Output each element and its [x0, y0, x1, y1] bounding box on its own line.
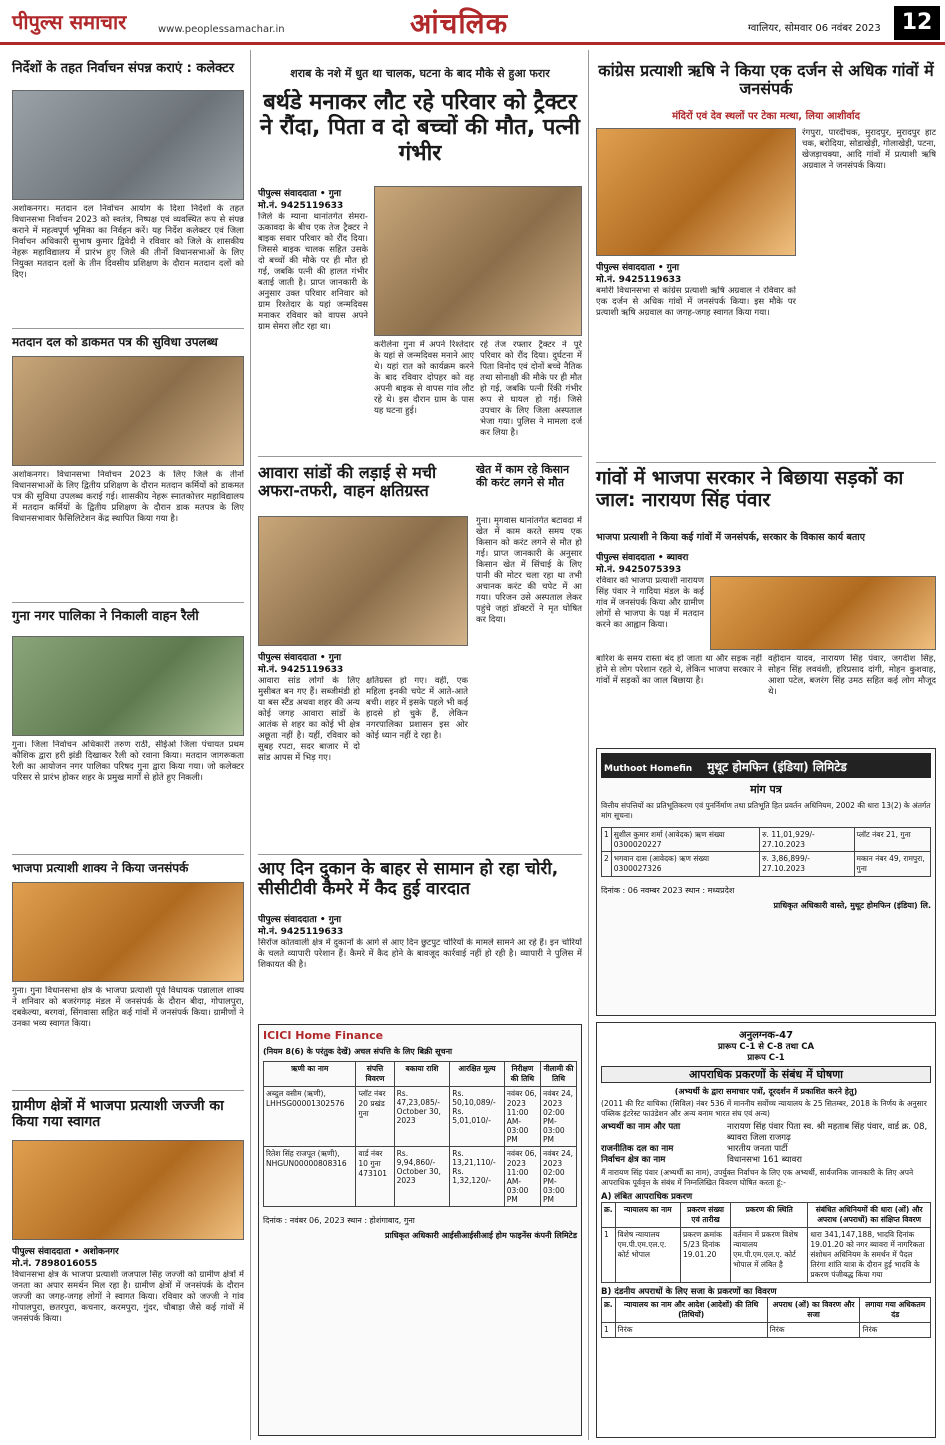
table-header: अपराध (ओं) का विवरण और सजा — [767, 1298, 860, 1323]
left-story2-headline: मतदान दल को डाकमत पत्र की सुविधा उपलब्ध — [12, 335, 218, 349]
left-story5-byline: पीपुल्स संवाददाता • अशोकनगर — [12, 1247, 119, 1257]
right-story2-photo — [710, 576, 936, 650]
right-story1-body: बमोरी विधानसभा से कांग्रेस प्रत्याशी ऋषि अग्रवाल ने रविवार को एक दर्जन से अधिक गांवों में जनसंपर्क किया। इस मौके पर प्रत्याशी ऋषि अग्रवाल का जगह-जगह स्वागत किया गया। — [596, 286, 796, 318]
annex-title: आपराधिक प्रकरणों के संबंध में घोषणा — [601, 1066, 931, 1083]
right-story2-byline: पीपुल्स संवाददाता • ब्यावरा — [596, 553, 689, 563]
main-photo — [374, 186, 582, 336]
main-body-2: करीलेना गुना में अपने रिश्तेदार के यहां से जन्मदिवस मनाने आए थे। यहां रात को कार्यक्रम करने के बाद रविवार दोपहर को वह अपनी बाइक से वापस गांव लौट रहे थे। इस दौरान ग्राम के पास यह घटना हुई। — [374, 340, 474, 416]
cell: निरंक — [860, 1323, 931, 1338]
table-row — [264, 1087, 577, 1147]
right-story2-headline: गांवों में भाजपा सरकार ने बिछाया सड़कों का जाल: नारायण सिंह पंवार — [596, 467, 904, 511]
left-story1-headline: निर्देशों के तहत निर्वाचन संपन्न कराएं : कलेक्टर — [12, 61, 235, 76]
right-story1-byline: पीपुल्स संवाददाता • गुना — [596, 263, 680, 273]
cell: सुशील कुमार शर्मा (आवेदक) ऋण संख्या 0300020227 — [611, 828, 759, 852]
masthead-logo: पीपुल्स समाचार — [12, 10, 127, 34]
cell: रु. 11,01,929/- 27.10.2023 — [760, 828, 854, 852]
cell: 2 — [602, 852, 612, 877]
farm-body: गुना। मृगवास थानांतर्गत बटावदा में खेत में काम करते समय एक किसान को करंट लगने से मौत हो गई। प्राप्त जानकारी के अनुसार किसान खेत में सिंचाई के लिए पानी की मोटर चला रहा था तभी अचानक करंट की चपेट में आ गया। परिजन उसे अस्पताल लेकर पहुंचे जहां डॉक्टरों ने मृत घोषित कर दिया। — [476, 516, 582, 625]
muthoot-brand: Muthoot Homefin — [604, 764, 693, 774]
cell: विशेष न्यायालय एम.पी.एम.एल.ए. कोर्ट भोपाल — [615, 1228, 680, 1283]
separator — [12, 328, 244, 329]
separator — [258, 456, 582, 457]
right-story2-body-2: बारिश के समय रास्ता बंद हो जाता था और सड़क नहीं होने से लोग परेशान रहते थे, लेकिन भाजपा सरकार ने गांवों में सड़कों का जाल बिछाया है। — [596, 654, 762, 686]
separator — [12, 1090, 244, 1091]
left-story2-photo — [12, 356, 244, 466]
table-header: लगाया गया अधिकतम दंड — [860, 1298, 931, 1323]
cell: 1 — [602, 1228, 616, 1283]
right-story1-subhead: मंदिरों एवं देव स्थलों पर टेका मत्था, लिया आशीर्वाद — [672, 111, 860, 122]
left-story3-headline: गुना नगर पालिका ने निकाली वाहन रैली — [12, 609, 199, 624]
annex-constituency-value: विधानसभा 161 ब्यावरा — [727, 1155, 803, 1165]
bull-body-2: क्षतिग्रस्त हो गए। वहीं, एक महिला इनकी चपेट में आते-आते बची। शहर में इसके पहले भी कई हादसे हो चुके हैं, लेकिन नगरपालिका प्रशासन इस ओर कोई ध्यान नहीं दे रहा है। — [366, 676, 468, 741]
icici-title: (नियम 8(6) के परंतुक देखें) अचल संपत्ति के लिए बिक्री सूचना — [263, 1047, 453, 1056]
cell: रु. 3,86,899/- 27.10.2023 — [760, 852, 854, 877]
left-story5-mobile: मो.नं. 7898016055 — [12, 1259, 98, 1269]
table-header: क्र. — [602, 1203, 616, 1228]
annex-table-b — [601, 1297, 931, 1338]
separator — [12, 854, 244, 855]
left-story1-photo — [12, 90, 244, 200]
icici-sign: प्राधिकृत अधिकारी आईसीआईसीआई होम फाइनेंस कंपनी लिमिटेड — [385, 1231, 577, 1240]
left-story4-headline: भाजपा प्रत्याशी शाक्य ने किया जनसंपर्क — [12, 861, 189, 875]
icici-col: निरीक्षण की तिथि — [504, 1062, 540, 1087]
farm-headline: खेत में काम रहे किसान की करंट लगने से मौत — [476, 463, 570, 489]
cell: 1 — [602, 828, 612, 852]
left-story3-body: गुना। जिला निर्वाचन अधिकारी तरुण राठी, सीईओ जिला पंचायत प्रथम कौशिक द्वारा हरी झंडी दिखाकर रैली को रवाना किया। मतदान जागरूकता रैली का आयोजन नगर पालिका परिषद गुना द्वारा किया गया। जो कलेक्टर परिसर से प्रारंभ होकर शहर के प्रमुख मार्गों से होते हुए निकली। — [12, 740, 244, 783]
annex-notice — [596, 1022, 936, 1438]
cell: नवंबर 24, 2023 02:00 PM-03:00 PM — [541, 1087, 577, 1147]
right-story1-body-2: रंगपुरा, पारदीचक, मुरादपुर, मुरादपुर हाट चक, बरोदिया, सोडाखेड़ी, गोलाखेड़ी, पटना, खेजड़ाचक्या, आदि गांवों में प्रत्याशी ऋषि अग्रवाल ने जनसंपर्क किया। — [802, 128, 936, 171]
masthead-url[interactable]: www.peoplessamachar.in — [158, 24, 285, 35]
section-title: आंचलिक — [410, 7, 509, 40]
cell: भगवान दास (आवेदक) ऋण संख्या 0300027326 — [611, 852, 759, 877]
main-byline: पीपुल्स संवाददाता • गुना — [258, 189, 342, 199]
cell: धारा 341,147,188, भादवि दिनांक 19.01.20 को नगर ब्यावरा में नागरिकता संशोधन अधिनियम के समर्थन में पैदल तिरंगा शांति यात्रा के दौरान हुई भादवि के प्रकरण पंजीबद्ध किया गया — [808, 1228, 931, 1283]
issue-date: ग्वालियर, सोमवार 06 नवंबर 2023 — [748, 23, 881, 34]
main-body-3: रहे तेज रफ्तार ट्रैक्टर ने पूरे परिवार को रौंद दिया। दुर्घटना में पिता विनोद एवं दोनों बच्चे नैतिक तथा सोनाक्षी की मौके पर ही मौत हो गई, जबकि पत्नी रिंकी गंभीर रूप से घायल हो गई। जिसे उपचार के लिए जिला अस्पताल भेजा गया। पुलिस ने मामला दर्ज कर लिया है। — [480, 340, 582, 438]
left-story3-photo — [12, 636, 244, 736]
right-story1-headline: कांग्रेस प्रत्याशी ऋषि ने किया एक दर्जन से अधिक गांवों में जनसंपर्क — [598, 61, 934, 99]
muthoot-footer: दिनांक : 06 नवम्बर 2023 स्थान : मध्यप्रदेश — [601, 886, 735, 895]
bull-mobile: मो.नं. 9425119633 — [258, 665, 344, 675]
annex-sub: (अभ्यर्थी के द्वारा समाचार पत्रों, दूरदर्शन में प्रकाशित करने हेतु) — [674, 1087, 858, 1096]
icici-notice — [258, 1024, 582, 1436]
separator — [12, 602, 244, 603]
table-header: संबंधित अधिनियमों की धारा (ओं) और अपराध (अपराधों) का संक्षिप्त विवरण — [808, 1203, 931, 1228]
main-body: जिले के म्याना थानांतर्गत सेमरा-ऊकावदा के बीच एक तेज ट्रैक्टर ने बाइक सवार परिवार को रौंद दिया। जिससे बाइक चालक सहित उसके दो बच्चों की मौके पर ही मौत हो गई, जबकि पत्नी की हालत गंभीर बताई जाती है। प्राप्त जानकारी के अनुसार उक्त परिवार शनिवार को ग्राम रिश्तेदार के यहां जन्मदिवस मनाकर रविवार को वापस अपने ग्राम सेमरा लौट रहा था। — [258, 212, 368, 332]
annex-form: प्रारूप C-1 से C-8 तथा CA — [717, 1042, 815, 1052]
theft-body: सिरोंज कोतवाली क्षेत्र में दुकानों के आगे से आए दिन छुटपुट चोरियों के मामले सामने आ रहे हैं। इन चोरियों के चलते व्यापारी परेशान हैं। कैमरे में कैद होने के बावजूद कार्रवाई नहीं हो रही है। व्यापारी ने पुलिस में शिकायत की है। — [258, 938, 582, 970]
cell: Rs. 50,10,089/- Rs. 5,01,010/- — [450, 1087, 505, 1147]
icici-col: बकाया राशि — [394, 1062, 450, 1087]
cell: Rs. 9,94,860/- October 30, 2023 — [394, 1147, 450, 1207]
annex-party-value: भारतीय जनता पार्टी — [727, 1144, 788, 1154]
cell: प्रकरण क्रमांक 5/23 दिनांक 19.01.20 — [680, 1228, 730, 1283]
theft-headline: आए दिन दुकान के बाहर से सामान हो रहा चोरी, सीसीटीवी कैमरे में कैद हुई वारदात — [258, 859, 559, 899]
table-row — [602, 852, 931, 877]
annex-top: अनुलग्नक-47 — [738, 1030, 794, 1041]
muthoot-title: मुथूट होमफिन (इंडिया) लिमिटेड — [707, 760, 847, 774]
theft-mobile: मो.नं. 9425119633 — [258, 927, 344, 937]
right-story2-body: रविवार को भाजपा प्रत्याशी नारायण सिंह पंवार ने गादिया मंडल के कई गांव में जनसंपर्क किया और ग्रामीण लोगों से भाजपा के पक्ष में मतदान करने का आह्वान किया। — [596, 576, 704, 630]
table-header: क्र. — [602, 1298, 616, 1323]
muthoot-notice — [596, 748, 936, 1016]
table-row — [602, 1228, 931, 1283]
annex-name-value: नारायण सिंह पंवार पिता स्व. श्री महताब सिंह पंवार, वार्ड क्र. 08, ब्यावरा जिला राजगढ़ — [727, 1122, 928, 1143]
left-story5-body: विधानसभा क्षेत्र के भाजपा प्रत्याशी जजपाल सिंह जज्जी को ग्रामीण क्षेत्रों में जनता का अपार समर्थन मिल रहा है। ग्रामीण क्षेत्रों में जनसंपर्क के दौरान जज्जी का जगह-जगह लोगों ने स्वागत किया। रविवार को जज्जी ने गांव गोपालपुरा, छतरपुरा, कचनार, करमपुरा, गुंदर, चौबाड़ा जैसे कई गांवों में जनसंपर्क किया। — [12, 1270, 244, 1324]
separator — [596, 462, 936, 463]
right-story2-mobile: मो.नं. 9425075393 — [596, 565, 682, 575]
separator — [258, 854, 582, 855]
cell: Rs. 47,23,085/- October 30, 2023 — [394, 1087, 450, 1147]
annex-section-a: A) लंबित आपराधिक प्रकरण — [601, 1192, 693, 1202]
cell: निरंक — [615, 1323, 767, 1338]
annex-desc: (2011 की रिट याचिका (सिविल) नंबर 536 में माननीय सर्वोच्च न्यायालय के 25 सितम्बर, 2018 के निर्णय के अनुसार पब्लिक इंटरेस्ट फाउंडेशन और अन्य बनाम भारत संघ एवं अन्य) — [601, 1099, 927, 1118]
column-divider — [588, 50, 589, 1440]
column-divider — [250, 50, 251, 1440]
muthoot-table — [601, 827, 931, 877]
right-story1-photo — [596, 128, 796, 256]
table-row — [602, 828, 931, 852]
annex-form2: प्रारूप C-1 — [747, 1053, 785, 1063]
right-story1-mobile: मो.नं. 9425119633 — [596, 275, 682, 285]
header-rule — [0, 42, 945, 45]
table-header: न्यायालय का नाम — [615, 1203, 680, 1228]
annex-constituency-label: निर्वाचन क्षेत्र का नाम — [601, 1155, 666, 1165]
table-header: न्यायालय का नाम और आदेश (आदेशों) की तिथि (तिथियों) — [615, 1298, 767, 1323]
left-story5-headline: ग्रामीण क्षेत्रों में भाजपा प्रत्याशी जज्जी का किया गया स्वागत — [12, 1098, 224, 1131]
cell: मकान नंबर 49, रामपुरा, गुना — [854, 852, 931, 877]
main-mobile: मो.नं. 9425119633 — [258, 201, 344, 211]
cell: रितेश सिंह राजपूत (ऋणी), NHGUN00000808316 — [264, 1147, 356, 1207]
icici-col: आरक्षित मूल्य — [450, 1062, 505, 1087]
muthoot-notice-title: मांग पत्र — [750, 783, 782, 796]
cell: वार्ड नंबर 10 गुना 473101 — [356, 1147, 394, 1207]
annex-party-label: राजनीतिक दल का नाम — [601, 1144, 674, 1154]
cell: नवंबर 06, 2023 11:00 AM-03:00 PM — [504, 1087, 540, 1147]
icici-brand: ICICI Home Finance — [263, 1029, 384, 1042]
icici-col: संपत्ति विवरण — [356, 1062, 394, 1087]
table-header: प्रकरण संख्या एवं तारीख — [680, 1203, 730, 1228]
annex-section-b: B) दंडनीय अपराधों के लिए सजा के प्रकरणों का विवरण — [601, 1287, 777, 1297]
cell: वर्तमान में प्रकरण विशेष न्यायालय एम.पी.एम.एल.ए. कोर्ट भोपाल में लंबित है — [731, 1228, 808, 1283]
right-story2-subhead: भाजपा प्रत्याशी ने किया कई गांवों में जनसंपर्क, सरकार के विकास कार्य बताए — [596, 532, 866, 543]
annex-statement: मैं नारायण सिंह पंवार (अभ्यर्थी का नाम), उपर्युक्त निर्वाचन के लिए एक अभ्यर्थी, सार्वजनिक जानकारी के लिए अपने आपराधिक पूर्ववृत्त के संबंध में निम्नलिखित विवरण घोषित करता हूं:- — [601, 1168, 914, 1187]
left-story5-photo — [12, 1140, 244, 1240]
table-row — [264, 1147, 577, 1207]
main-kicker: शराब के नशे में धुत था चालक, घटना के बाद मौके से हुआ फरार — [290, 67, 550, 80]
table-row — [602, 1323, 931, 1338]
cell: नवंबर 06, 2023 11:00 AM-03:00 PM — [504, 1147, 540, 1207]
icici-col: नीलामी की तिथि — [541, 1062, 577, 1087]
main-headline: बर्थडे मनाकर लौट रहे परिवार को ट्रैक्टर ने रौंदा, पिता व दो बच्चों की मौत, पत्नी गंभीर — [260, 90, 580, 166]
cell: निरंक — [767, 1323, 860, 1338]
theft-byline: पीपुल्स संवाददाता • गुना — [258, 915, 342, 925]
icici-footer: दिनांक : नवंबर 06, 2023 स्थान : होशंगाबाद, गुना — [263, 1216, 415, 1225]
cell: Rs. 13,21,110/- Rs. 1,32,120/- — [450, 1147, 505, 1207]
bull-photo — [258, 516, 468, 646]
left-story2-body: अशोकनगर। विधानसभा निर्वाचन 2023 के लिए जिले के तीनों विधानसभाओं के लिए द्वितीय प्रशिक्षण के दौरान मतदान कर्मियों को डाकमत पत्र की सुविधा उपलब्ध कराई गई। शासकीय नेहरू स्नातकोत्तर महाविद्यालय में मतदान कर्मियों के द्वितीय प्रशिक्षण के दौरान डाक मतपत्र के लिए विधानसभावार फैसिलिटेशन केंद्र स्थापित किया गया है। — [12, 470, 244, 524]
muthoot-body: वित्तीय संपत्तियों का प्रतिभूतिकरण एवं पुनर्निर्माण तथा प्रतिभूति हित प्रवर्तन अधिनियम, 2002 की धारा 13(2) के अंतर्गत मांग सूचना। — [601, 801, 931, 820]
cell: नवंबर 24, 2023 02:00 PM-03:00 PM — [541, 1147, 577, 1207]
left-story4-photo — [12, 882, 244, 982]
bull-body: आवारा सांड लोगों के लिए मुसीबत बन गए हैं। सब्जीमंडी हो या बस स्टैंड अथवा शहर की अन्य कोई जगह आवारा सांडों के आतंक से शहर का कोई भी क्षेत्र अछूता नहीं है। यहीं, रविवार को सुबह रपटा, सदर बाजार में दो सांड आपस में भिड़ गए। — [258, 676, 360, 763]
page-number: 12 — [894, 6, 940, 40]
cell: प्लॉट नंबर 20 प्रखंड गुना — [356, 1087, 394, 1147]
bull-byline: पीपुल्स संवाददाता • गुना — [258, 653, 342, 663]
muthoot-sign: प्राधिकृत अधिकारी वास्ते, मुथूट होमफिन (इंडिया) लि. — [773, 901, 931, 910]
left-story4-body: गुना। गुना विधानसभा क्षेत्र के भाजपा प्रत्याशी पूर्व विधायक पन्नालाल शाक्य ने शनिवार को बजरंगगढ़ मंडल में जनसंपर्क के दौरान बीदा, गोपालपुरा, दबकेल्या, बरगवां, सिंगवासा सहित कई गांवों में जनसंपर्क किया। ग्रामीणों ने उनका भव्य स्वागत किया। — [12, 986, 244, 1029]
icici-table — [263, 1061, 577, 1207]
left-story1-body: अशोकनगर। मतदान दल निर्वाचन आयोग के दिशा निर्देशों के तहत विधानसभा निर्वाचन 2023 को स्वतंत्र, निष्पक्ष एवं व्यवस्थित रूप से संपन्न कराने में महत्वपूर्ण भूमिका का निर्वहन करें। यह निर्देश कलेक्टर एवं जिला निर्वाचन अधिकारी सुभाष कुमार द्विवेदी ने रविवार को जिले के शासकीय नेहरू महाविद्यालय में प्रारंभ हुए जिले की तीनों विधानसभाओं के लिए नियुक्त मतदान दलों के तीन दिवसीय प्रशिक्षण के दौरान मतदान दलों को दिए। — [12, 204, 244, 280]
annex-name-label: अभ्यर्थी का नाम और पता — [601, 1122, 681, 1132]
bull-headline: आवारा सांडों की लड़ाई से मची अफरा-तफरी, वाहन क्षतिग्रस्त — [258, 463, 437, 501]
icici-col: ऋणी का नाम — [264, 1062, 356, 1087]
annex-table-a — [601, 1202, 931, 1283]
cell: अब्दुल वसीम (ऋणी), LHHSG00001302576 — [264, 1087, 356, 1147]
table-header: प्रकरण की स्थिति — [731, 1203, 808, 1228]
cell: प्लॉट नंबर 21, गुना — [854, 828, 931, 852]
right-story2-body-3: वहीदान यादव, नारायण सिंह पंवार, जगदीश सिंह, सोहन सिंह लववंशी, हरिप्रसाद दांगी, मोहन कुशवाह, आशा पटेल, बजरंग सिंह उमठ सहित कई लोग मौजूद थे। — [768, 654, 936, 697]
cell: 1 — [602, 1323, 616, 1338]
